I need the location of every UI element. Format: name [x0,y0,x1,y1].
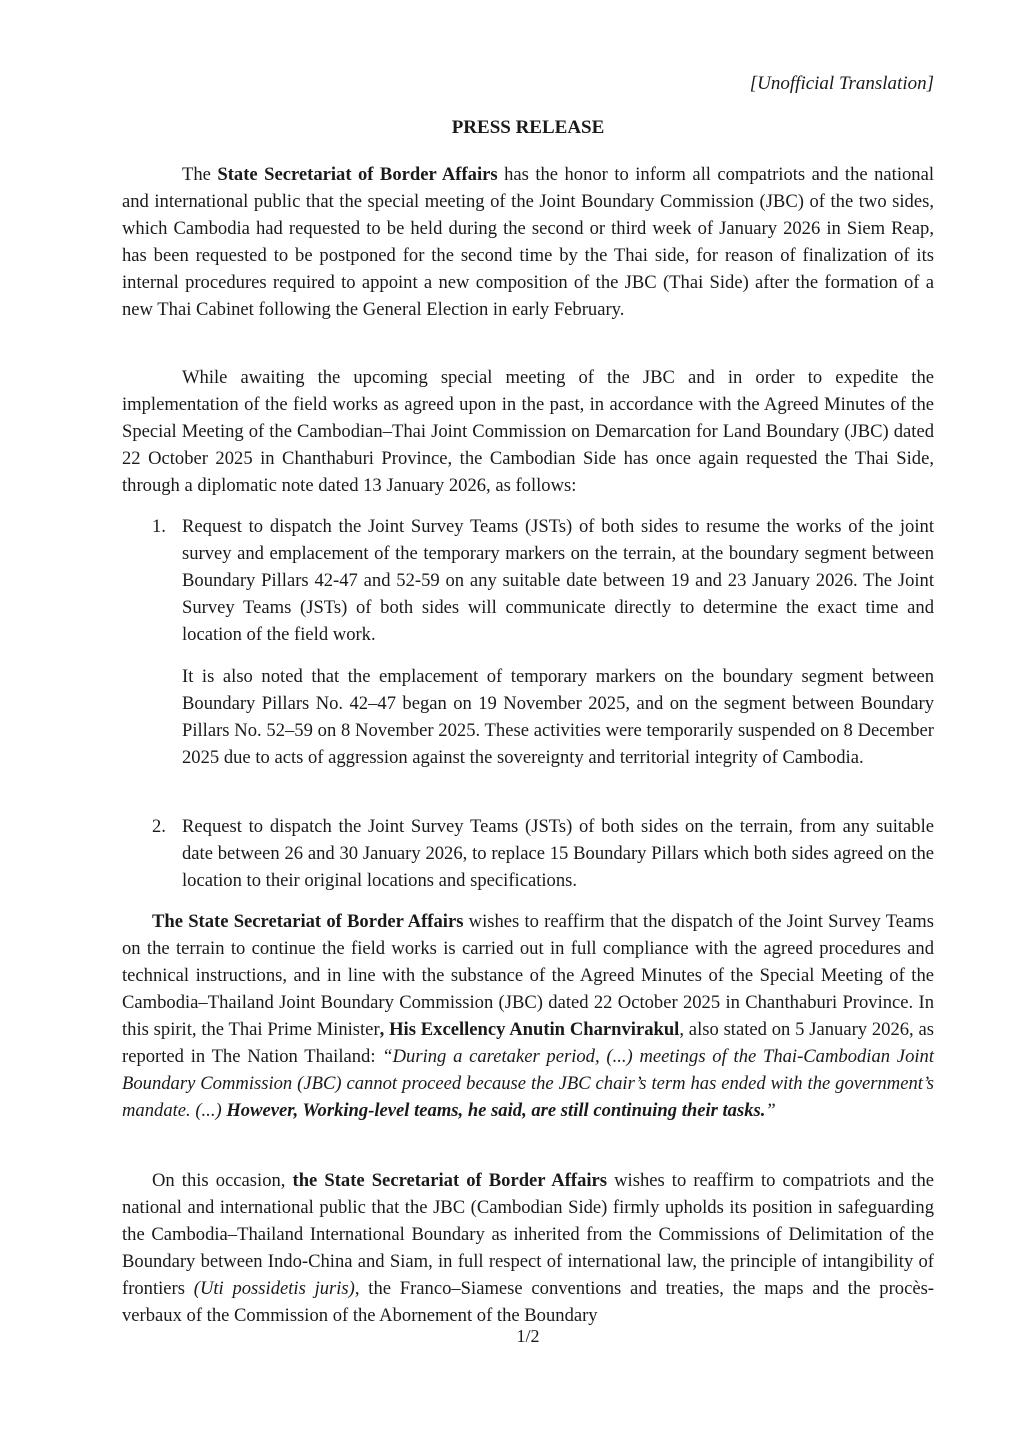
text: On this occasion, [152,1170,293,1191]
text: While awaiting the upcoming special meeting of the JBC and in order to expedite the implementation of the field works as agreed upon in the past, in accordance with the Agreed Minutes of the Special Meeting of the Cambodian–Thai Joint Commission on Demarcation for Land Boundary (JBC) dated 22 October 2025 in Chanthaburi Province, the Cambodian Side has once again requested the Thai Side, through a diplomatic note dated 13 January 2026, as follows: [122,367,934,496]
paragraph-occasion [122,1167,934,1329]
text: wishes to reaffirm to compatriots and the national and international public that the JBC (Cambodian Side) firmly upholds its position in safeguarding the Cambodia–Thailand International Boundary as inherited from the Commissions of Delimitation of the Boundary between Indo-China and Siam, in full respect of international law, the principle of intangibility of frontiers [122,1170,935,1299]
document-title: PRESS RELEASE [451,117,605,138]
list-number: 1. [152,516,166,537]
latin-phrase: (Uti possidetis juris) [193,1278,355,1299]
paragraph-reaffirm [122,908,934,1124]
text: , the Franco–Siamese conventions and treaties, the maps and the procès-verbaux of the Commission of the Abornement of the Boundary [122,1278,935,1326]
paragraph-awaiting [122,364,934,499]
text: wishes to reaffirm that the dispatch of the Joint Survey Teams on the terrain to continue the field works is carried out in full compliance with the agreed procedures and technical instructions, and in line with the substance of the Agreed Minutes of the Special Meeting of the Cambodia–Thailand Joint Boundary Commission (JBC) dated 22 October 2025 in Chanthaburi Province. In this spirit, the Thai Prime Minister [122,911,934,1040]
quote-end: ” [765,1100,776,1121]
list-item-text: Request to dispatch the Joint Survey Teams (JSTs) of both sides to resume the works of the joint survey and emplacement of the temporary markers on the terrain, at the boundary segment between Boundary Pillars 42-47 and 52-59 on any suitable date between 19 and 23 January 2026. The Joint Survey Teams (JSTs) of both sides will communicate directly to determine the exact time and location of the field work. [182,516,934,645]
bold-organization-name: State Secretariat of Border Affairs [217,164,498,185]
text: , also stated on 5 January 2026, as reported in The Nation Thailand: [122,1019,934,1067]
list-item-1-note: It is also noted that the emplacement of temporary markers on the boundary segment between Boundary Pillars No. 42–47 began on 19 November 2025, and on the segment between Boundary Pillars No. 52–59 on 8 November 2025. These activities were temporarily suspended on 8 December 2025 due to acts of aggression against the sovereignty and territorial integrity of Cambodia. [182,666,934,768]
list-item-text: Request to dispatch the Joint Survey Teams (JSTs) of both sides on the terrain, from any suitable date between 26 and 30 January 2026, to replace 15 Boundary Pillars which both sides agreed on the location to their original locations and specifications. [182,816,934,891]
list-item-2 [122,813,934,894]
bold-person-name: , His Excellency Anutin Charnvirakul [379,1019,680,1040]
list-item-1 [122,513,934,648]
paragraph-intro [122,161,934,323]
list-number: 2. [152,816,166,837]
bold-organization-name: The State Secretariat of Border Affairs [152,911,464,932]
page-number: 1/2 [516,1326,540,1346]
quote-italic: “During a caretaker period, (...) meetings of the Thai-Cambodian Joint Boundary Commission (JBC) cannot proceed because the JBC chair’s term has ended with the government’s mandate. (...) [122,1046,934,1121]
quote-bold-italic: However, Working-level teams, he said, are still continuing their tasks. [226,1100,766,1121]
unofficial-translation-note: [Unofficial Translation] [749,73,934,94]
bold-organization-name: the State Secretariat of Border Affairs [292,1170,608,1191]
text: has the honor to inform all compatriots and the national and international public that the special meeting of the Joint Boundary Commission (JBC) of the two sides, which Cambodia had requested to be held during the second or third week of January 2026 in Siem Reap, has been requested to be postponed for the second time by the Thai side, for reason of finalization of its internal procedures required to appoint a new composition of the JBC (Thai Side) after the formation of a new Thai Cabinet following the General Election in early February. [122,164,935,320]
text: The [182,164,218,185]
